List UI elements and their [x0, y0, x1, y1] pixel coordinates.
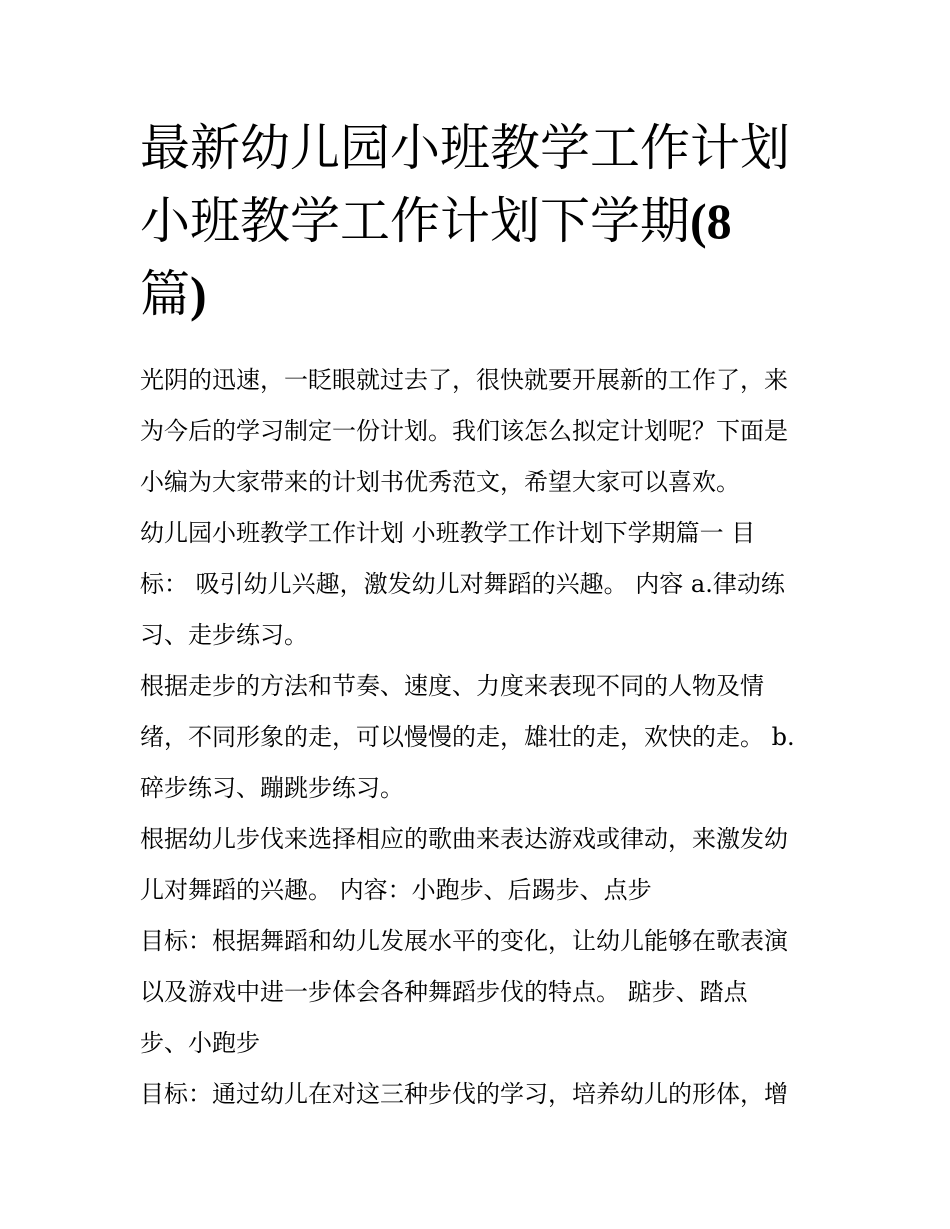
body-line: 光阴的迅速，一眨眼就过去了，很快就要开展新的工作了，来: [140, 366, 788, 394]
body-line: 根据幼儿步伐来选择相应的歌曲来表达游戏或律动，来激发幼: [140, 825, 788, 853]
body-line: 标： 吸引幼儿兴趣，激发幼儿对舞蹈的兴趣。 内容 a.律动练: [140, 570, 785, 598]
title-line-3: [140, 258, 820, 331]
body-line: 儿对舞蹈的兴趣。 内容：小跑步、后踢步、点步: [140, 876, 652, 904]
body-line: 小编为大家带来的计划书优秀范文，希望大家可以喜欢。: [140, 468, 740, 496]
body-line: 步、小跑步: [140, 1029, 260, 1057]
body-line: 目标：通过幼儿在对这三种步伐的学习，培养幼儿的形体，增: [140, 1080, 788, 1108]
body-line: 以及游戏中进一步体会各种舞蹈步伐的特点。 踮步、踏点: [140, 978, 748, 1006]
title-line-2: [140, 185, 820, 258]
body-line: 碎步练习、蹦跳步练习。: [140, 774, 404, 802]
title-line-2-paren: (8: [690, 193, 732, 249]
document-title: [140, 112, 820, 331]
document-body: [140, 355, 820, 1120]
title-line-3-text: 篇: [140, 265, 190, 323]
body-line: 绪，不同形象的走，可以慢慢的走，雄壮的走，欢快的走。 b.: [140, 723, 795, 751]
body-line: 幼儿园小班教学工作计划 小班教学工作计划下学期篇一 目: [140, 519, 756, 547]
body-line: 习、走步练习。: [140, 621, 308, 649]
title-line-3-paren: ): [190, 266, 207, 322]
title-line-1: 最新幼儿园小班教学工作计划: [140, 119, 790, 177]
title-line-2-text: 小班教学工作计划下学期: [140, 192, 690, 250]
body-line: 根据走步的方法和节奏、速度、力度来表现不同的人物及情: [140, 672, 764, 700]
body-line: 目标：根据舞蹈和幼儿发展水平的变化，让幼儿能够在歌表演: [140, 927, 788, 955]
body-line: 为今后的学习制定一份计划。我们该怎么拟定计划呢？下面是: [140, 417, 788, 445]
